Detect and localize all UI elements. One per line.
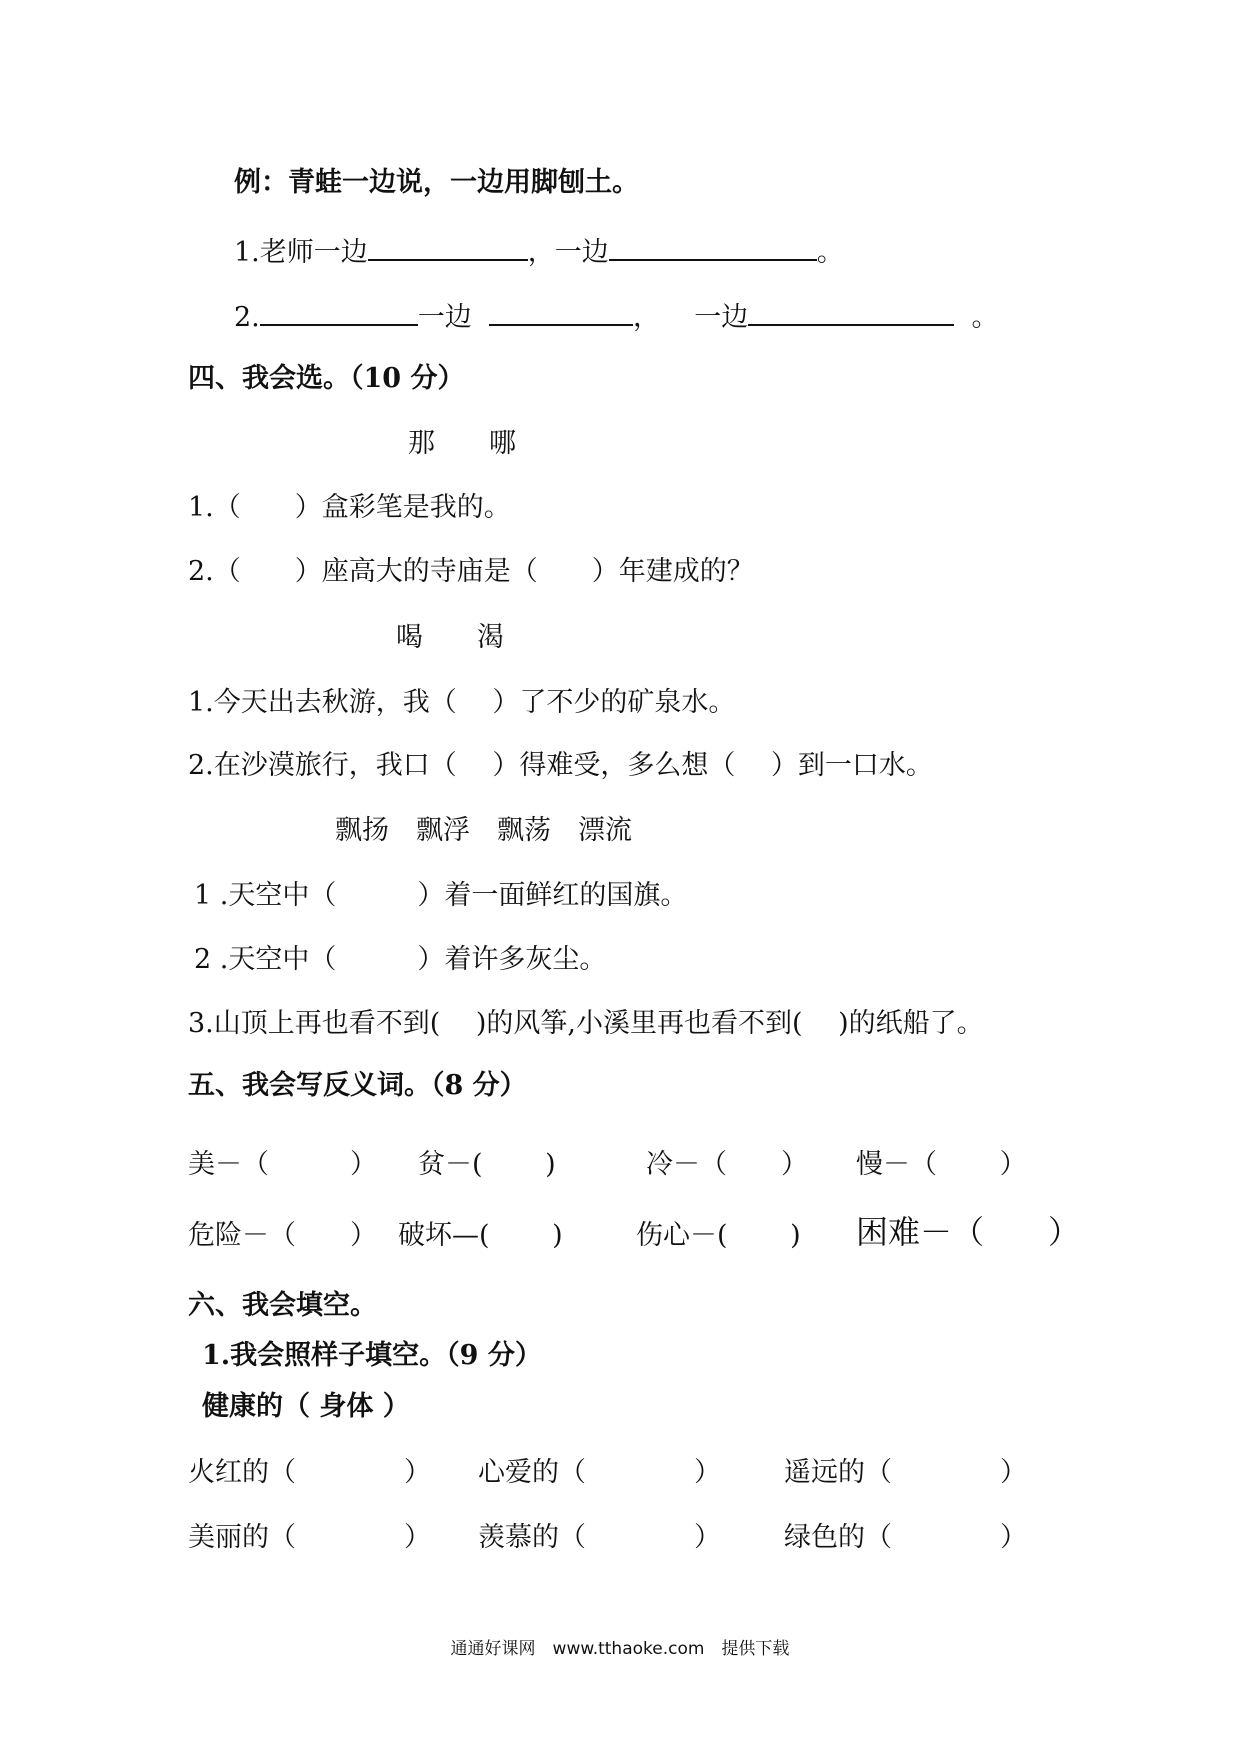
antonym-item: 破坏—( )	[398, 1220, 563, 1251]
antonym-item: 困难－（ ）	[856, 1213, 1081, 1251]
antonym-item: 伤心－( )	[636, 1220, 801, 1251]
section4-title: 四、我会选。（10 分）	[188, 363, 465, 394]
section6-example: 健康的（ 身体 ）	[202, 1391, 410, 1422]
footer-credit: 通通好课网 www.tthaoke.com 提供下载	[450, 1639, 790, 1659]
q2-end: 。	[971, 302, 999, 333]
blank-1b[interactable]	[609, 233, 817, 261]
choice-q3-1: 1 .天空中（ ）着一面鲜红的国旗。	[194, 880, 688, 911]
fill-question-1	[234, 233, 844, 270]
choice-q1-1: 1.（ ）盒彩笔是我的。	[188, 492, 511, 523]
q2-mid3: 一边	[694, 302, 749, 333]
word-choice-1: 那 哪	[408, 428, 516, 459]
section6-subtitle: 1.我会照样子填空。（9 分）	[202, 1340, 542, 1371]
phrase-fill-item: 心爱的（ ）	[478, 1457, 721, 1488]
phrase-fill-item: 遥远的（ ）	[784, 1457, 1027, 1488]
choice-q1-2: 2.（ ）座高大的寺庙是（ ）年建成的？	[188, 556, 754, 587]
choice-q3-2: 2 .天空中（ ）着许多灰尘。	[194, 944, 607, 975]
antonym-item: 贫－( )	[418, 1149, 556, 1180]
word-choice-3: 飘扬 飘浮 飘荡 漂流	[335, 815, 632, 846]
q2-prefix: 2.	[234, 302, 260, 333]
blank-2a[interactable]	[260, 298, 418, 326]
blank-1a[interactable]	[368, 233, 528, 261]
word-choice-2: 喝 渴	[396, 622, 504, 653]
antonym-item: 美－（ ）	[188, 1149, 377, 1180]
section6-title: 六、我会填空。	[188, 1290, 377, 1321]
antonym-item: 慢－（ ）	[856, 1149, 1027, 1180]
phrase-fill-item: 羡慕的（ ）	[478, 1522, 721, 1553]
phrase-fill-item: 火红的（ ）	[188, 1457, 431, 1488]
antonym-item: 危险－（ ）	[188, 1220, 377, 1251]
fill-question-2	[234, 298, 998, 335]
q1-mid: ，一边	[527, 237, 609, 268]
choice-q2-1: 1.今天出去秋游，我（ ）了不少的矿泉水。	[188, 687, 736, 718]
phrase-fill-item: 美丽的（ ）	[188, 1522, 431, 1553]
q1-end: 。	[816, 237, 844, 268]
q2-mid2: ，	[632, 302, 660, 333]
blank-2c[interactable]	[748, 298, 954, 326]
blank-2b[interactable]	[489, 298, 633, 326]
q2-mid1: 一边	[417, 302, 472, 333]
q1-prefix: 1.老师一边	[234, 237, 368, 268]
choice-q3-3: 3.山顶上再也看不到( )的风筝,小溪里再也看不到( )的纸船了。	[188, 1008, 984, 1039]
phrase-fill-item: 绿色的（ ）	[784, 1522, 1027, 1553]
choice-q2-2: 2.在沙漠旅行，我口（ ）得难受，多么想（ ）到一口水。	[188, 750, 933, 781]
example-sentence: 例：青蛙一边说，一边用脚刨土。	[234, 167, 639, 198]
antonym-item: 冷－（ ）	[646, 1149, 808, 1180]
section5-title: 五、我会写反义词。（8 分）	[188, 1070, 527, 1101]
